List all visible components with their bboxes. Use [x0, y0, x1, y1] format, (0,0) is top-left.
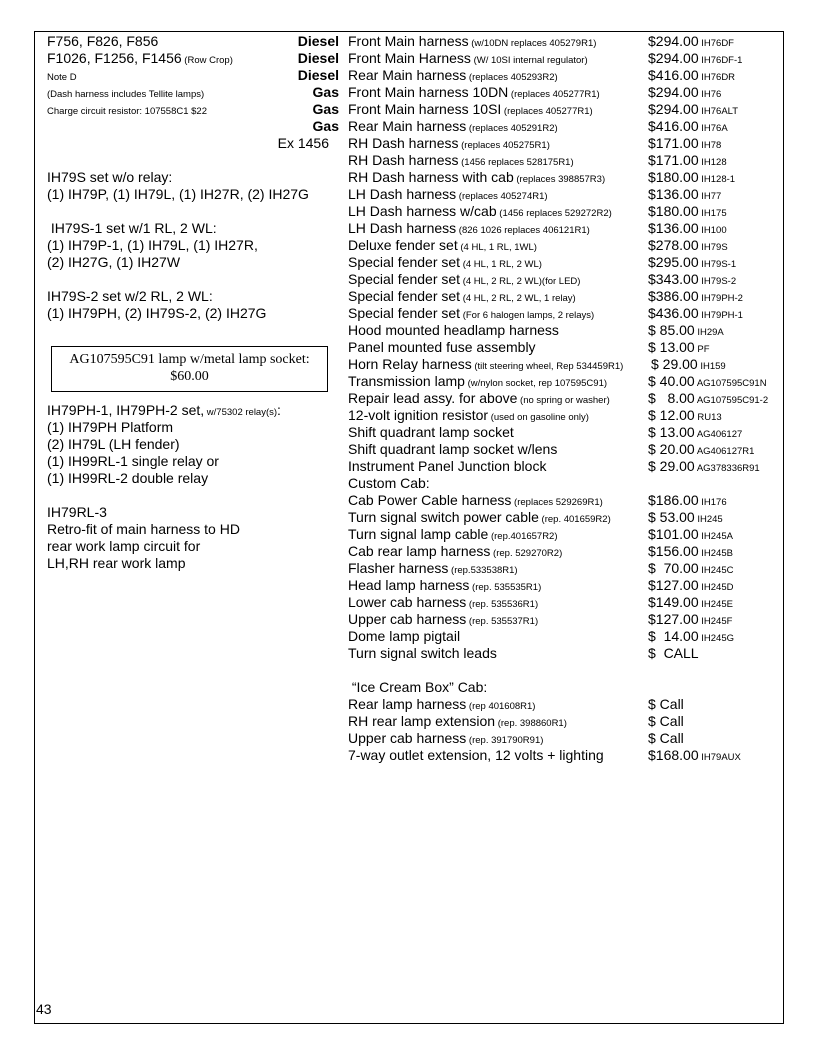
part-name: Front Main harness 10SI: [348, 101, 502, 117]
part-number: IH76DR: [698, 72, 736, 83]
part-number: IH245D: [698, 582, 734, 593]
part-row: [348, 67, 784, 84]
part-number: IH79S-2: [698, 276, 737, 287]
ph-set-title-note: w/75302 relay(s): [204, 407, 278, 418]
part-description: [348, 747, 604, 766]
part-number: IH159: [697, 361, 726, 372]
model-name: F756, F826, F856: [47, 33, 159, 49]
part-name: Special fender set: [348, 305, 461, 321]
part-note: (rep. 401659R2): [538, 514, 611, 525]
part-number: IH175: [698, 208, 727, 219]
fuel-type: Gas: [312, 118, 339, 134]
part-number: IH79PH-2: [698, 293, 743, 304]
set-line: (1) IH79PH, (2) IH79S-2, (2) IH27G: [47, 305, 267, 321]
part-row: [348, 560, 784, 577]
part-row: [348, 543, 784, 560]
part-row: [348, 84, 784, 101]
price-value: $ CALL: [648, 645, 699, 661]
part-number: IH78: [698, 140, 722, 151]
part-note: (replaces 405291R2): [466, 123, 558, 134]
part-note: (replaces 405274R1): [456, 191, 548, 202]
part-name: Transmission lamp: [348, 373, 465, 389]
price-value: $ 12.00: [648, 407, 695, 423]
part-row: [348, 169, 784, 186]
price-value: $171.00: [648, 152, 699, 168]
ph-set-line: (1) IH99RL-1 single relay or: [47, 453, 219, 469]
part-number: IH79PH-1: [698, 310, 743, 321]
part-name: Rear Main harness: [348, 118, 467, 134]
price-value: $136.00: [648, 186, 699, 202]
fuel-type: Diesel: [297, 50, 339, 66]
part-name: Instrument Panel Junction block: [348, 458, 547, 474]
part-note: (used on gasoline only): [488, 412, 589, 423]
part-note: (1456 replaces 529272R2): [496, 208, 612, 219]
part-row: [348, 662, 784, 679]
part-number: IH76DF-1: [698, 55, 743, 66]
lamp-sets: [47, 169, 343, 322]
part-number: IH76DF: [698, 38, 734, 49]
part-number: AG406127: [694, 429, 743, 440]
part-row: [348, 135, 784, 152]
model-list: [47, 33, 343, 152]
model-row: [47, 67, 343, 84]
price-value: $127.00: [648, 577, 699, 593]
price-value: $ 13.00: [648, 339, 695, 355]
part-name: Shift quadrant lamp socket w/lens: [348, 441, 558, 457]
part-row: [348, 441, 784, 458]
part-number: IH100: [698, 225, 727, 236]
price-value: $ Call: [648, 696, 684, 712]
part-row: [348, 424, 784, 441]
part-note: (4 HL, 1 RL, 1WL): [457, 242, 537, 253]
part-name: Turn signal switch power cable: [348, 509, 539, 525]
part-row: [348, 305, 784, 322]
part-note: (4 HL, 2 RL, 2 WL, 1 relay): [460, 293, 576, 304]
ph-set-line: (1) IH99RL-2 double relay: [47, 470, 209, 486]
part-row: [348, 509, 784, 526]
ph-set-title: [47, 402, 343, 419]
part-name: Front Main Harness: [348, 50, 471, 66]
ph-set-line: (1) IH79PH Platform: [47, 419, 174, 435]
price-value: $156.00: [648, 543, 699, 559]
model-row: [47, 50, 343, 67]
ph-set-lines: [47, 419, 343, 487]
part-note: (rep. 529270R2): [490, 548, 563, 559]
part-number: IH76: [698, 89, 722, 100]
part-number: RU13: [694, 412, 722, 423]
part-row: [348, 101, 784, 118]
part-name: Horn Relay harness: [348, 356, 472, 372]
price-value: $416.00: [648, 67, 699, 83]
part-number: PF: [694, 344, 710, 355]
part-row: [348, 492, 784, 509]
set-line: (1) IH79P, (1) IH79L, (1) IH27R, (2) IH27G: [47, 186, 309, 202]
part-row: [348, 645, 784, 662]
model-note: (Dash harness includes Tellite lamps): [47, 89, 205, 100]
price-value: $180.00: [648, 203, 699, 219]
part-row: [348, 220, 784, 237]
part-note: (rep. 535537R1): [466, 616, 539, 627]
part-number: IH245C: [698, 565, 734, 576]
set-title: IH79S-1 set w/1 RL, 2 WL:: [47, 220, 217, 236]
part-name: Dome lamp pigtail: [348, 628, 461, 644]
part-note: (replaces 405277R1): [501, 106, 593, 117]
part-note: (W/ 10SI internal regulator): [470, 55, 588, 66]
part-number: IH245E: [698, 599, 733, 610]
part-name: Cab rear lamp harness: [348, 543, 491, 559]
model-name: F1026, F1256, F1456: [47, 50, 182, 66]
part-row: [348, 458, 784, 475]
part-name: Repair lead assy. for above: [348, 390, 518, 406]
lamp-price-box: [51, 346, 328, 392]
part-name: Upper cab harness: [348, 611, 467, 627]
price-value: $ 29.00: [648, 458, 695, 474]
part-number: IH128-1: [698, 174, 736, 185]
part-number: IH245A: [698, 531, 733, 542]
part-number: IH79S: [698, 242, 728, 253]
model-note: Charge circuit resistor: 107558C1 $22: [47, 106, 208, 117]
part-name: Custom Cab:: [348, 475, 430, 491]
part-name: Shift quadrant lamp socket: [348, 424, 514, 440]
price-value: $ 40.00: [648, 373, 695, 389]
part-note: (rep. 535536R1): [466, 599, 539, 610]
price-value: $295.00: [648, 254, 699, 270]
part-row: [348, 730, 784, 747]
fuel-type: Gas: [312, 101, 339, 117]
price-value: $ 70.00: [648, 560, 699, 576]
rl3-line: IH79RL-3: [47, 504, 107, 520]
price-value: $294.00: [648, 50, 699, 66]
part-name: Rear Main harness: [348, 67, 467, 83]
set-line: (1) IH79P-1, (1) IH79L, (1) IH27R,: [47, 237, 258, 253]
part-row: [348, 373, 784, 390]
part-note: (rep. 391790R91): [466, 735, 544, 746]
fuel-type: Gas: [312, 84, 339, 100]
part-name: Rear lamp harness: [348, 696, 467, 712]
price-value: $186.00: [648, 492, 699, 508]
price-value: $168.00: [648, 747, 699, 763]
part-number: IH245F: [698, 616, 733, 627]
part-note: (rep. 535535R1): [469, 582, 542, 593]
part-name: Front Main harness: [348, 33, 469, 49]
price-value: $ 13.00: [648, 424, 695, 440]
part-row: [348, 475, 784, 492]
model-row: [47, 33, 343, 50]
part-name: Front Main harness 10DN: [348, 84, 509, 100]
model-row: [47, 118, 343, 135]
part-row: [348, 118, 784, 135]
part-number: AG107595C91-2: [694, 395, 769, 406]
part-note: (4 HL, 2 RL, 2 WL)(for LED): [460, 276, 581, 287]
part-number: AG107595C91N: [694, 378, 767, 389]
part-number: IH76ALT: [698, 106, 739, 117]
lamp-box-line2: $60.00: [170, 369, 209, 384]
part-number: IH245: [694, 514, 723, 525]
part-number: IH77: [698, 191, 722, 202]
part-row: [348, 356, 784, 373]
price-value: $ 8.00: [648, 390, 695, 406]
price-value: $ 20.00: [648, 441, 695, 457]
part-name: RH rear lamp extension: [348, 713, 496, 729]
price-value: $343.00: [648, 271, 699, 287]
part-row: [348, 679, 784, 696]
part-number: AG378336R91: [694, 463, 760, 474]
part-name: 7-way outlet extension, 12 volts + lighting: [348, 747, 604, 763]
part-name: Turn signal switch leads: [348, 645, 497, 661]
fuel-type: Diesel: [297, 33, 339, 49]
rl3-block: [47, 504, 343, 572]
price-value: $149.00: [648, 594, 699, 610]
part-name: LH Dash harness w/cab: [348, 203, 497, 219]
rl3-line: Retro-fit of main harness to HD: [47, 521, 240, 537]
part-row: [348, 288, 784, 305]
part-note: (1456 replaces 528175R1): [458, 157, 574, 168]
part-name: RH Dash harness with cab: [348, 169, 514, 185]
part-row: [348, 152, 784, 169]
part-row: [348, 237, 784, 254]
part-number: IH79AUX: [698, 752, 741, 763]
model-note: (Row Crop): [181, 55, 233, 66]
part-note: (rep. 398860R1): [495, 718, 567, 729]
part-name: Flasher harness: [348, 560, 449, 576]
page-number: 43: [36, 1001, 52, 1017]
part-row: [348, 628, 784, 645]
price-value: $278.00: [648, 237, 699, 253]
part-row: [348, 696, 784, 713]
part-note: (replaces 405293R2): [466, 72, 558, 83]
part-note: (w/10DN replaces 405279R1): [468, 38, 597, 49]
part-price: [648, 747, 741, 766]
ph-set-title-text: IH79PH-1, IH79PH-2 set,: [47, 402, 205, 418]
price-value: $ 29.00: [651, 356, 698, 372]
price-value: $436.00: [648, 305, 699, 321]
part-row: [348, 407, 784, 424]
part-number: IH29A: [694, 327, 724, 338]
part-note: (replaces 405275R1): [458, 140, 550, 151]
price-value: $136.00: [648, 220, 699, 236]
model-column: [47, 33, 343, 322]
part-note: (826 1026 replaces 406121R1): [456, 225, 590, 236]
part-note: (rep.401657R2): [488, 531, 558, 542]
part-number: AG406127R1: [694, 446, 755, 457]
part-name: Hood mounted headlamp harness: [348, 322, 559, 338]
model-row: [47, 101, 343, 118]
part-note: (rep.533538R1): [448, 565, 518, 576]
part-name: RH Dash harness: [348, 152, 459, 168]
part-row: [348, 271, 784, 288]
part-row: [348, 203, 784, 220]
price-value: $171.00: [648, 135, 699, 151]
lamp-box-line1: AG107595C91 lamp w/metal lamp socket:: [69, 352, 310, 367]
part-name: 12-volt ignition resistor: [348, 407, 489, 423]
price-value: $ 85.00: [648, 322, 695, 338]
price-value: $101.00: [648, 526, 699, 542]
price-value: $416.00: [648, 118, 699, 134]
part-note: (w/nylon socket, rep 107595C91): [464, 378, 608, 389]
part-number: IH176: [698, 497, 727, 508]
part-name: Special fender set: [348, 288, 461, 304]
part-note: (replaces 405277R1): [508, 89, 600, 100]
model-row: [47, 84, 343, 101]
spacer: [47, 271, 343, 288]
part-name: RH Dash harness: [348, 135, 459, 151]
model-note: Note D: [47, 72, 77, 83]
price-value: $ Call: [648, 730, 684, 746]
price-value: $ Call: [648, 713, 684, 729]
part-name: “Ice Cream Box” Cab:: [348, 679, 488, 695]
part-name: Cab Power Cable harness: [348, 492, 512, 508]
set-title: IH79S set w/o relay:: [47, 169, 173, 185]
part-note: (tilt steering wheel, Rep 534459R1): [471, 361, 624, 372]
model-exception: Ex 1456: [277, 135, 329, 151]
part-name: Special fender set: [348, 271, 461, 287]
price-value: $127.00: [648, 611, 699, 627]
part-row: [348, 254, 784, 271]
spacer: [47, 203, 343, 220]
part-row: [348, 50, 784, 67]
part-name: Special fender set: [348, 254, 461, 270]
part-note: (For 6 halogen lamps, 2 relays): [460, 310, 595, 321]
part-number: IH76A: [698, 123, 728, 134]
part-note: (replaces 529269R1): [511, 497, 603, 508]
part-row: [348, 322, 784, 339]
rl3-line: LH,RH rear work lamp: [47, 555, 186, 571]
rl3-line: rear work lamp circuit for: [47, 538, 201, 554]
part-number: IH128: [698, 157, 727, 168]
part-number: IH79S-1: [698, 259, 737, 270]
part-number: IH245G: [698, 633, 734, 644]
part-row: [348, 747, 784, 764]
part-name: LH Dash harness: [348, 186, 457, 202]
part-note: (replaces 398857R3): [513, 174, 606, 185]
part-row: [348, 713, 784, 730]
price-value: $294.00: [648, 33, 699, 49]
parts-price-list: [348, 33, 784, 764]
part-row: [348, 577, 784, 594]
part-name: Panel mounted fuse assembly: [348, 339, 536, 355]
part-row: [348, 526, 784, 543]
part-note: (rep 401608R1): [466, 701, 536, 712]
part-note: (no spring or washer): [517, 395, 610, 406]
part-note: (4 HL, 1 RL, 2 WL): [460, 259, 542, 270]
part-row: [348, 339, 784, 356]
part-name: Upper cab harness: [348, 730, 467, 746]
part-name: Deluxe fender set: [348, 237, 458, 253]
part-name: Turn signal lamp cable: [348, 526, 489, 542]
part-row: [348, 186, 784, 203]
price-value: $294.00: [648, 101, 699, 117]
set-line: (2) IH27G, (1) IH27W: [47, 254, 181, 270]
ph-set-line: (2) IH79L (LH fender): [47, 436, 180, 452]
fuel-type: Diesel: [297, 67, 339, 83]
ph-set-colon: :: [277, 402, 281, 418]
part-row: [348, 594, 784, 611]
part-row: [348, 611, 784, 628]
ph-set-block: [47, 402, 343, 572]
set-title: IH79S-2 set w/2 RL, 2 WL:: [47, 288, 213, 304]
model-row: [47, 135, 343, 152]
part-row: [348, 33, 784, 50]
part-name: Head lamp harness: [348, 577, 470, 593]
part-name: LH Dash harness: [348, 220, 457, 236]
price-value: $180.00: [648, 169, 699, 185]
price-value: $386.00: [648, 288, 699, 304]
part-name: Lower cab harness: [348, 594, 467, 610]
part-row: [348, 390, 784, 407]
part-number: IH245B: [698, 548, 733, 559]
price-value: $ 14.00: [648, 628, 699, 644]
price-value: $ 53.00: [648, 509, 695, 525]
price-value: $294.00: [648, 84, 699, 100]
